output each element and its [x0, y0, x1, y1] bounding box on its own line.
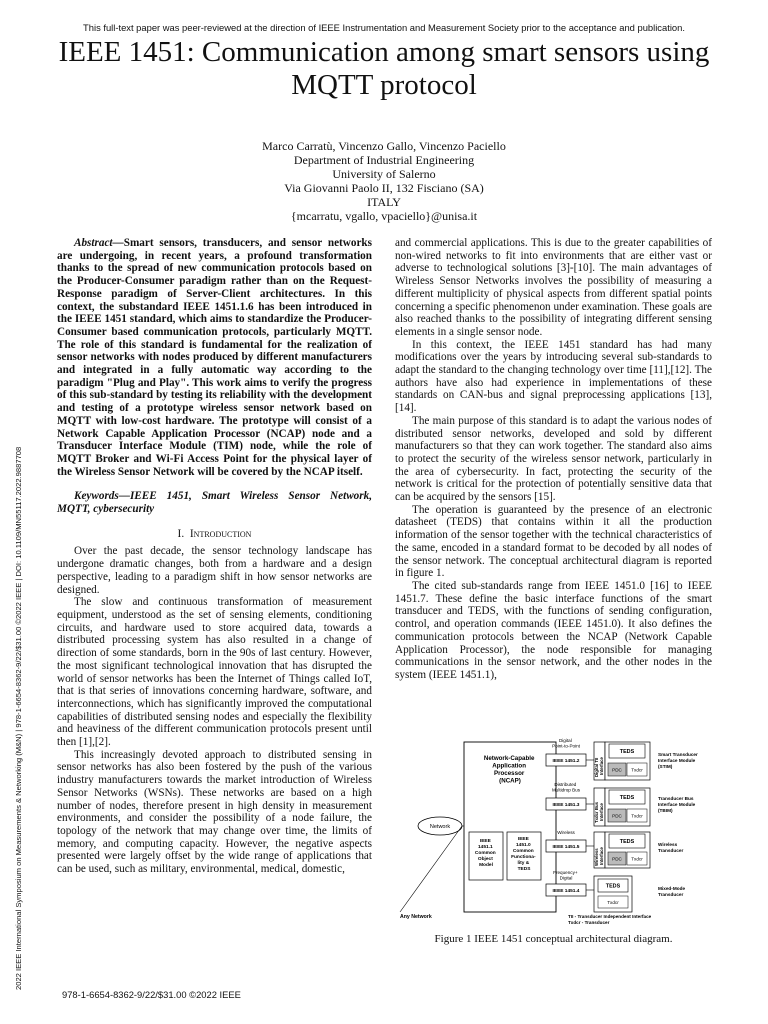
body-paragraph: The operation is guaranteed by the presence of an electronic datasheet (TEDS) that contains within it all the production information of the sensor together with the technical characteristics of the same, encoded in a standard format to be decoded by all nodes of the sensor network. The conceptual architectural diagram is reported in figure 1. [395, 503, 712, 580]
ieee-1451-3-label: IEEE 1451.3 [552, 803, 580, 808]
left-column [57, 237, 372, 876]
teds-label: TEDS [619, 839, 635, 845]
author-country: ITALY [367, 195, 401, 210]
author-department: Department of Industrial Engineering [293, 153, 475, 168]
any-network-label: Any Network [400, 914, 432, 920]
txdcr-label: Txdcr [631, 856, 643, 862]
ieee-1451-2-label: IEEE 1451.2 [552, 759, 580, 764]
module-label: Transducer Bus Interface Module (TBIM) [658, 796, 696, 813]
module-label: Wireless Transducer [658, 842, 684, 853]
architecture-figure [396, 736, 716, 928]
citation-sidebar: 2022 IEEE International Symposium on Measurements & Networking (M&N) | 978-1-6654-8362-9/22/$31.00 ©2022 IEEE | DOI: 10.1109/MN55117.2022.9887708 [14, 446, 23, 990]
module-label: Mixed-Mode Transducer [658, 886, 686, 897]
ieee-1451-5-label: IEEE 1451.5 [552, 845, 580, 850]
ncap-title: Network-Capable Application Processor (NCAP) [483, 755, 535, 785]
right-column [395, 237, 712, 682]
interface-label: Txdcr Bus Interface [594, 801, 604, 823]
teds-label: TEDS [605, 883, 621, 890]
body-paragraph: The cited sub-standards range from IEEE 1451.0 [16] to IEEE 1451.7. These define the basic interface functions of the smart transducer and TEDS, with the functions of sending configuration, control, and operation commands (IEEE 1451.0). It also defines the communication protocols between the NCAP (Network Capable Application Processor), the node responsible for managing communications in the sensor network, and the other nodes in the system (IEEE 1451.1), [395, 579, 712, 681]
author-address: Via Giovanni Paolo II, 132 Fisciano (SA) [284, 181, 484, 196]
row-1451-4 [546, 870, 686, 912]
medium-label: Wireless [557, 830, 575, 835]
pdc-label: PDC [612, 856, 622, 862]
ieee-1451-4-label: IEEE 1451.4 [552, 889, 580, 894]
ieee-1451-0-label: IEEE 1451.0 Common Functiona- lity & TEDS [511, 837, 536, 872]
body-paragraph: This increasingly devoted approach to distributed sensing in sensor networks has also been fostered by the push of the various industry manufacturers towards the market introduction of Wireless Sensor Networks (WSNs). These networks are based on a high number of nodes, therefore present in high density in measurement environments, and consider the possibility of a node failure, the topology of the network that may change over time, the limits of memory, and computing capacity. However, the negative aspects presented were largely offset by the wide range of applications that can be used, such as military, environmental, medical, domestic, [57, 748, 372, 876]
author-emails: {mcarratu, vgallo, vpaciello}@unisa.it [290, 209, 478, 224]
paper-title: IEEE 1451: Communication among smart sensors using MQTT protocol [58, 36, 710, 101]
abstract-text: Smart sensors, transducers, and sensor networks are undergoing, in recent years, a profound transformation thanks to the spread of new communication protocols based on the Producer-Consumer paradigm rather than on the Request-Response paradigm of Server-Client architectures. In this context, the substandard IEEE 1451.1.6 has been introduced in the IEEE 1451 standard, which aims to standardize the Producer-Consumer based communication protocols, particularly MQTT. The role of this standard is fundamental for the realization of sensor networks with nodes produced by different manufacturers and integrated in a fully automatic way according to the paradigm "Plug and Play". This work aims to verify the progress of this sub-standard by testing its reliability with the development and testing of a prototype wireless sensor network based on MQTT with low-cost hardware. The prototype will consist of a Network Capable Application Processor (NCAP) node and a Transducer Interface Module (TIM) node, while the role of MQTT Broker and Wi-Fi Access Point for the physical layer of the Wireless Sensor Network will be covered by the NCAP itself. [57, 237, 372, 478]
ieee-1451-1-label: IEEE 1451.1 Common Object Model [474, 839, 496, 868]
txdcr-label: Txdcr [607, 900, 619, 905]
section-heading [57, 528, 372, 541]
row-1451-2 [546, 738, 699, 780]
row-1451-3 [546, 782, 697, 826]
footer-copyright: 978-1-6654-8362-9/22/$31.00 ©2022 IEEE [62, 989, 241, 1000]
module-label: Smart Transducer Interface Module (STIM) [658, 752, 698, 769]
teds-label: TEDS [619, 749, 635, 755]
abstract [57, 237, 372, 478]
peer-review-banner: This full-text paper was peer-reviewed at the direction of IEEE Instrumentation and Measurement Society prior to the acceptance and publication. [83, 22, 685, 33]
teds-label: TEDS [619, 795, 635, 801]
network-link [400, 826, 462, 912]
row-1451-5 [546, 830, 683, 868]
interface-label: Digital TII Interface [594, 757, 604, 777]
section-name: Introduction [189, 527, 252, 540]
medium-label: Distributed Multidrop Bus [551, 782, 581, 793]
figure-caption: Figure 1 IEEE 1451 conceptual architectural diagram. [434, 933, 673, 945]
author-names: Marco Carratù, Vincenzo Gallo, Vincenzo Paciello [262, 139, 506, 153]
figure-legend: TII - Transducer Independent Interface Txdcr - Transducer [568, 914, 652, 925]
author-university: University of Salerno [332, 167, 436, 182]
pdc-label: PDC [612, 813, 622, 819]
keywords: Keywords—IEEE 1451, Smart Wireless Sensor Network, MQTT, cybersecurity [57, 490, 372, 516]
body-paragraph: Over the past decade, the sensor technology landscape has undergone dramatic changes, both from a hardware and a design perspective, leading to a paradigm shift in how sensor networks are designed. [57, 545, 372, 596]
medium-label: Digital Point-to-Point [552, 738, 580, 749]
body-paragraph: and commercial applications. This is due to the greater capabilities of non-wired networks to fit into environments that are either vast or adverse to technological solutions [3]-[10]. The main advantages of Wireless Sensor Networks involves the possibility of measuring a different multiplicity of physical aspects from different spatial points concerning a specific phenomenon under examination. These goals are also reached thanks to the possibility of integrating different sensing elements in a single sensor node. [395, 237, 712, 338]
txdcr-label: Txdcr [631, 813, 643, 819]
section-number: I. [177, 527, 185, 540]
pdc-label: PDC [612, 767, 622, 773]
body-paragraph: In this context, the IEEE 1451 standard has had many modifications over the years by introducing several sub-standards to adapt the standard to the changing technology over time [11],[12]. The authors have also had experience in implementations of these standards on CAN-bus and signal preprocessing applications [13],[14]. [395, 338, 712, 415]
author-block [0, 139, 768, 224]
architecture-diagram [396, 736, 716, 928]
body-paragraph: The main purpose of this standard is to adapt the various nodes of distributed sensor networks, developed and sold by different manufacturers so that they can work together. The standard also aims to protect the security of the wireless sensor network, particularly in the area of cybersecurity. In fact, protecting the security of the network is critical for the protection of potentially sensitive data that can be acquired by the sensors [15]. [395, 414, 712, 504]
abstract-label: Abstract— [74, 237, 124, 249]
interface-label: Wireless Interface [594, 847, 604, 866]
body-paragraph: The slow and continuous transformation of measurement equipment, understood as the set of sensing elements, conditioning circuits, and hardware used to store acquired data, towards a distributed processing system has also resulted in a change of direction of some standards, born in the 90s of last century. However, the most significant technological innovation that has disrupted the world of sensor networks has been the Internet of Things called IoT, that is that series of innovations concerning hardware, software, and interconnections, which has significantly improved the computational capabilities of distributed sensing nodes and especially the flexibility and heaviness of the different communication protocols present until then [1],[2]. [57, 596, 372, 749]
medium-label: Frequency+ Digital [553, 870, 578, 881]
txdcr-label: Txdcr [631, 767, 643, 773]
network-label: Network [429, 824, 451, 830]
